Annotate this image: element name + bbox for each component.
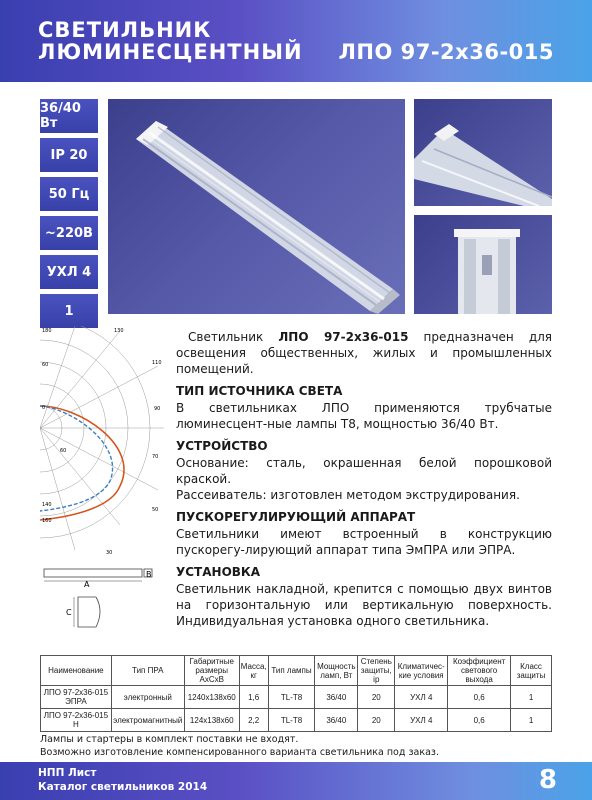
cell-class: 1 xyxy=(511,709,552,732)
cell-power: 36/40 xyxy=(315,709,358,732)
polar-label: 180 xyxy=(42,328,52,334)
section-heading-design: УСТРОЙСТВО xyxy=(176,439,268,453)
footer-catalog: Каталог светильников 2014 xyxy=(38,781,208,793)
polar-label: 110 xyxy=(152,360,162,366)
table-row xyxy=(41,709,552,732)
description-block xyxy=(176,329,552,629)
cell-ip: 20 xyxy=(358,709,395,732)
note-lamps: Лампы и стартеры в комплект поставки не входят. xyxy=(40,734,299,745)
polar-label: 140 xyxy=(42,502,52,508)
badge-power: 36/40 Вт xyxy=(40,99,98,133)
cell-class: 1 xyxy=(511,686,552,709)
title-line-1: СВЕТИЛЬНИК xyxy=(38,18,212,42)
section-text-source: В светильниках ЛПО применяются трубчатые люминесцент-ные лампы Т8, мощностью 36/40 Вт. xyxy=(176,401,552,431)
col-climate: Климатичес-кие условия xyxy=(395,656,448,686)
col-weight: Масса, кг xyxy=(239,656,268,686)
cell-name: ЛПО 97-2х36-015 Н xyxy=(41,709,112,732)
badge-climate: УХЛ 4 xyxy=(40,255,98,289)
polar-curve-chart xyxy=(40,326,164,556)
section-text-design: Основание: сталь, окрашенная белой порошковой краской. xyxy=(176,456,552,486)
col-lamp: Тип лампы xyxy=(268,656,315,686)
title-line-2: ЛЮМИНЕСЦЕНТНЫЙ xyxy=(38,40,303,64)
cell-climate: УХЛ 4 xyxy=(395,686,448,709)
polar-label: 60 xyxy=(42,362,49,368)
section-heading-source: ТИП ИСТОЧНИКА СВЕТА xyxy=(176,384,343,398)
page-number: 8 xyxy=(538,765,557,795)
section-heading-ballast: ПУСКОРЕГУЛИРУЮЩИЙ АППАРАТ xyxy=(176,510,416,524)
table-header-row xyxy=(41,656,552,686)
luminaire-end-image xyxy=(414,215,552,314)
section-heading-installation: УСТАНОВКА xyxy=(176,565,261,579)
cell-dimensions: 124х138х60 xyxy=(184,709,239,732)
polar-label: 60 xyxy=(60,448,67,454)
polar-label: 160 xyxy=(42,518,52,524)
col-power: Мощность ламп, Вт xyxy=(315,656,358,686)
dimension-a-label: A xyxy=(84,580,90,589)
badge-voltage: ~220В xyxy=(40,216,98,250)
product-photo-main xyxy=(108,99,405,314)
footer-company: НПП Лист xyxy=(38,767,97,779)
col-efficiency: Коэффициент светового выхода xyxy=(448,656,511,686)
table-row xyxy=(41,686,552,709)
product-photo-angle xyxy=(414,99,552,206)
page-footer xyxy=(0,762,592,800)
model-name: ЛПО 97-2х36-015 xyxy=(338,40,554,64)
section-text-ballast: Светильники имеют встроенный в конструкцию пускорегу-лирующий аппарат типа ЭмПРА или ЭПРА. xyxy=(176,527,552,557)
footnotes xyxy=(40,733,439,759)
polar-label: 70 xyxy=(152,454,159,460)
cell-power: 36/40 xyxy=(315,686,358,709)
dimension-c-label: C xyxy=(66,608,72,617)
badge-class: 1 xyxy=(40,294,98,328)
cell-weight: 2,2 xyxy=(239,709,268,732)
cell-weight: 1,6 xyxy=(239,686,268,709)
cell-ballast: электромагнитный xyxy=(111,709,184,732)
cell-name: ЛПО 97-2х36-015 ЭПРА xyxy=(41,686,112,709)
col-ballast: Тип ПРА xyxy=(111,656,184,686)
spec-badges xyxy=(40,99,98,333)
cell-dimensions: 1240х138х60 xyxy=(184,686,239,709)
luminaire-image xyxy=(108,99,405,314)
cell-ip: 20 xyxy=(358,686,395,709)
section-text-design-2: Рассеиватель: изготовлен методом экструдирования. xyxy=(176,488,520,502)
page-header xyxy=(0,0,592,82)
cell-lamp: TL-T8 xyxy=(268,686,315,709)
col-ip: Степень защиты, ip xyxy=(358,656,395,686)
cell-efficiency: 0,6 xyxy=(448,686,511,709)
polar-label: 0 xyxy=(42,405,46,411)
polar-label: 90 xyxy=(154,406,161,412)
product-photo-end xyxy=(414,215,552,314)
col-dimensions: Габаритные размеры АхСхВ xyxy=(184,656,239,686)
light-distribution-diagram xyxy=(40,326,164,556)
cell-ballast: электронный xyxy=(111,686,184,709)
section-text-installation: Светильник накладной, крепится с помощью двух винтов на горизонтальную или вертикальную поверхность. Индивидуальная установка одного светильника. xyxy=(176,582,552,628)
col-name: Наименование xyxy=(41,656,112,686)
intro-model: ЛПО 97-2х36-015 xyxy=(278,330,409,344)
col-class: Класс защиты xyxy=(511,656,552,686)
polar-label: 30 xyxy=(106,550,113,556)
dimension-b-label: B xyxy=(146,570,152,579)
luminaire-closeup-image xyxy=(414,99,552,206)
dimension-sketch xyxy=(40,565,164,643)
polar-label: 130 xyxy=(114,328,124,334)
badge-frequency: 50 Гц xyxy=(40,177,98,211)
intro-paragraph: Светильник ЛПО 97-2х36-015 предназначен для освещения общественных, жилых и промышленных помещений. xyxy=(176,330,553,376)
spec-table xyxy=(40,655,552,732)
note-compensated: Возможно изготовление компенсированного варианта светильника под заказ. xyxy=(40,747,439,758)
dimension-drawing xyxy=(40,565,164,643)
polar-label: 50 xyxy=(152,507,159,513)
badge-ip: IP 20 xyxy=(40,138,98,172)
cell-lamp: TL-T8 xyxy=(268,709,315,732)
cell-efficiency: 0,6 xyxy=(448,709,511,732)
cell-climate: УХЛ 4 xyxy=(395,709,448,732)
